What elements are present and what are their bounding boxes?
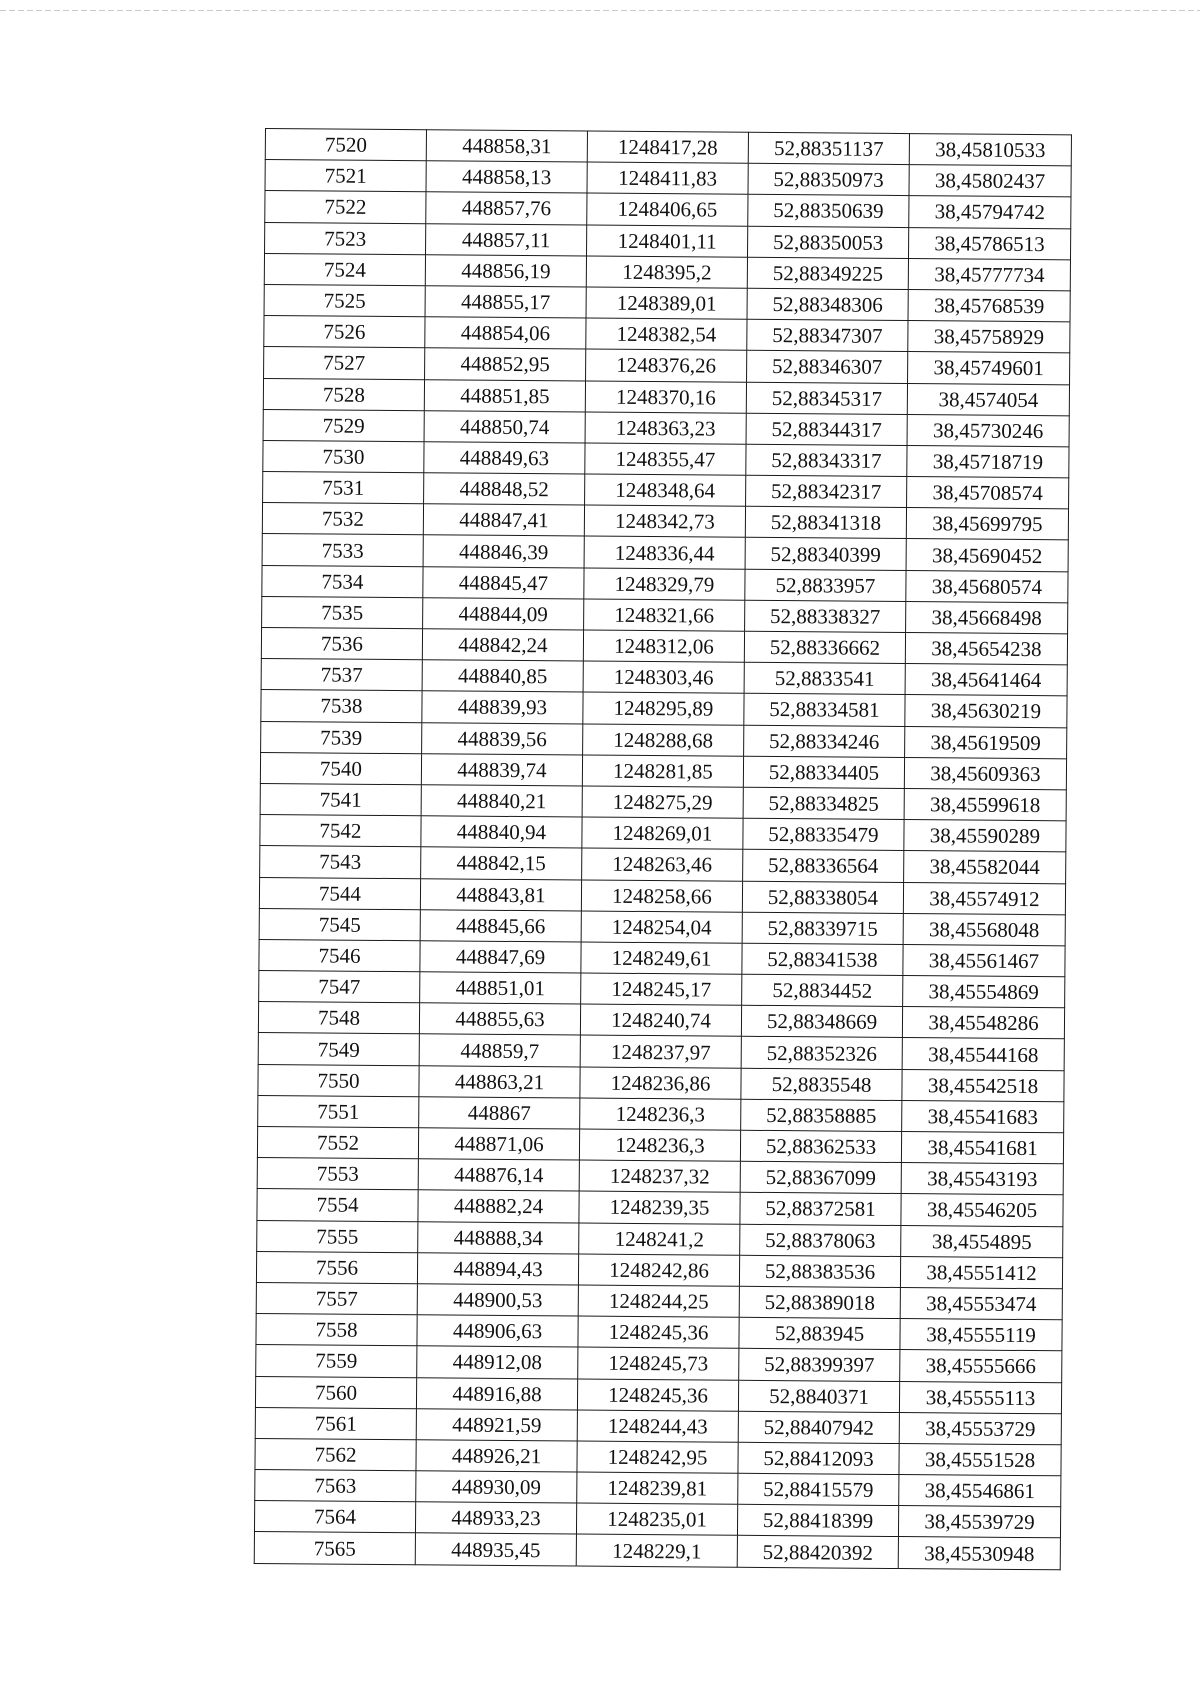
x-coordinate-cell: 448882,24	[418, 1190, 579, 1222]
x-coordinate-cell: 448852,95	[425, 348, 586, 380]
longitude-cell: 38,45574912	[903, 882, 1065, 914]
point-number-cell: 7529	[263, 409, 424, 441]
latitude-cell: 52,88334246	[744, 725, 905, 757]
longitude-cell: 38,45548286	[902, 1007, 1064, 1039]
longitude-cell: 38,45543193	[901, 1163, 1063, 1195]
longitude-cell: 38,45619509	[905, 726, 1067, 758]
x-coordinate-cell: 448856,19	[425, 255, 586, 287]
latitude-cell: 52,8840371	[738, 1380, 899, 1412]
point-number-cell: 7561	[255, 1407, 416, 1439]
point-number-cell: 7524	[264, 253, 425, 285]
longitude-cell: 38,45582044	[904, 851, 1066, 883]
point-number-cell: 7549	[258, 1033, 419, 1065]
y-coordinate-cell: 1248236,3	[579, 1129, 740, 1161]
y-coordinate-cell: 1248389,01	[586, 287, 747, 319]
latitude-cell: 52,88350053	[748, 226, 909, 258]
y-coordinate-cell: 1248363,23	[585, 412, 746, 444]
x-coordinate-cell: 448912,08	[417, 1346, 578, 1378]
y-coordinate-cell: 1248376,26	[586, 349, 747, 381]
x-coordinate-cell: 448849,63	[424, 442, 585, 474]
y-coordinate-cell: 1248239,35	[579, 1191, 740, 1223]
latitude-cell: 52,88362533	[740, 1130, 901, 1162]
y-coordinate-cell: 1248321,66	[584, 599, 745, 631]
latitude-cell: 52,88346307	[747, 351, 908, 383]
scan-top-border	[0, 10, 1200, 11]
longitude-cell: 38,45546861	[899, 1475, 1061, 1507]
latitude-cell: 52,88339715	[742, 912, 903, 944]
point-number-cell: 7543	[260, 846, 421, 878]
point-number-cell: 7531	[263, 472, 424, 504]
coordinates-table-body	[254, 129, 1071, 1570]
y-coordinate-cell: 1248245,17	[581, 973, 742, 1005]
x-coordinate-cell: 448858,31	[426, 130, 587, 162]
y-coordinate-cell: 1248281,85	[582, 755, 743, 787]
point-number-cell: 7559	[256, 1345, 417, 1377]
y-coordinate-cell: 1248348,64	[585, 474, 746, 506]
longitude-cell: 38,45542518	[902, 1069, 1064, 1101]
latitude-cell: 52,88407942	[738, 1411, 899, 1443]
point-number-cell: 7556	[256, 1251, 417, 1283]
longitude-cell: 38,45609363	[904, 757, 1066, 789]
point-number-cell: 7539	[261, 721, 422, 753]
x-coordinate-cell: 448847,41	[423, 504, 584, 536]
y-coordinate-cell: 1248237,32	[579, 1160, 740, 1192]
longitude-cell: 38,45699795	[906, 508, 1068, 540]
point-number-cell: 7555	[257, 1220, 418, 1252]
y-coordinate-cell: 1248336,44	[584, 536, 745, 568]
longitude-cell: 38,45708574	[907, 477, 1069, 509]
latitude-cell: 52,88383536	[739, 1255, 900, 1287]
point-number-cell: 7528	[263, 378, 424, 410]
x-coordinate-cell: 448857,76	[426, 192, 587, 224]
x-coordinate-cell: 448839,93	[422, 691, 583, 723]
x-coordinate-cell: 448859,7	[419, 1034, 580, 1066]
longitude-cell: 38,45568048	[903, 913, 1065, 945]
x-coordinate-cell: 448854,06	[425, 317, 586, 349]
point-number-cell: 7540	[260, 752, 421, 784]
latitude-cell: 52,88345317	[746, 382, 907, 414]
longitude-cell: 38,4574054	[907, 383, 1069, 415]
longitude-cell: 38,45630219	[905, 695, 1067, 727]
latitude-cell: 52,8833541	[744, 662, 905, 694]
point-number-cell: 7538	[261, 690, 422, 722]
x-coordinate-cell: 448839,56	[422, 722, 583, 754]
point-number-cell: 7547	[259, 971, 420, 1003]
point-number-cell: 7527	[264, 347, 425, 379]
point-number-cell: 7560	[255, 1376, 416, 1408]
y-coordinate-cell: 1248355,47	[585, 443, 746, 475]
y-coordinate-cell: 1248229,1	[576, 1534, 737, 1566]
latitude-cell: 52,88348669	[741, 1006, 902, 1038]
point-number-cell: 7526	[264, 316, 425, 348]
point-number-cell: 7537	[261, 659, 422, 691]
y-coordinate-cell: 1248401,11	[587, 225, 748, 257]
longitude-cell: 38,45541683	[902, 1100, 1064, 1132]
latitude-cell: 52,88412093	[738, 1442, 899, 1474]
y-coordinate-cell: 1248417,28	[587, 131, 748, 163]
latitude-cell: 52,88350639	[748, 195, 909, 227]
y-coordinate-cell: 1248245,73	[578, 1347, 739, 1379]
y-coordinate-cell: 1248245,36	[577, 1378, 738, 1410]
point-number-cell: 7546	[259, 939, 420, 971]
longitude-cell: 38,45551412	[900, 1256, 1062, 1288]
x-coordinate-cell: 448876,14	[418, 1159, 579, 1191]
y-coordinate-cell: 1248236,3	[580, 1098, 741, 1130]
y-coordinate-cell: 1248237,97	[580, 1035, 741, 1067]
point-number-cell: 7535	[262, 596, 423, 628]
longitude-cell: 38,45554869	[903, 976, 1065, 1008]
longitude-cell: 38,45777734	[908, 258, 1070, 290]
y-coordinate-cell: 1248411,83	[587, 162, 748, 194]
longitude-cell: 38,45539729	[898, 1506, 1060, 1538]
x-coordinate-cell: 448840,94	[421, 816, 582, 848]
y-coordinate-cell: 1248240,74	[580, 1004, 741, 1036]
latitude-cell: 52,88336662	[744, 631, 905, 663]
y-coordinate-cell: 1248258,66	[581, 880, 742, 912]
latitude-cell: 52,88378063	[740, 1224, 901, 1256]
x-coordinate-cell: 448855,17	[425, 286, 586, 318]
latitude-cell: 52,88334405	[743, 756, 904, 788]
y-coordinate-cell: 1248269,01	[582, 817, 743, 849]
longitude-cell: 38,45546205	[901, 1194, 1063, 1226]
x-coordinate-cell: 448863,21	[419, 1065, 580, 1097]
longitude-cell: 38,45794742	[909, 196, 1071, 228]
longitude-cell: 38,45590289	[904, 820, 1066, 852]
x-coordinate-cell: 448846,39	[423, 535, 584, 567]
y-coordinate-cell: 1248245,36	[578, 1316, 739, 1348]
longitude-cell: 38,45541681	[901, 1132, 1063, 1164]
latitude-cell: 52,88338327	[745, 600, 906, 632]
x-coordinate-cell: 448921,59	[416, 1408, 577, 1440]
latitude-cell: 52,88399397	[739, 1349, 900, 1381]
y-coordinate-cell: 1248342,73	[584, 505, 745, 537]
x-coordinate-cell: 448935,45	[415, 1533, 576, 1565]
x-coordinate-cell: 448888,34	[418, 1221, 579, 1253]
x-coordinate-cell: 448867	[419, 1097, 580, 1129]
point-number-cell: 7557	[256, 1282, 417, 1314]
longitude-cell: 38,45555666	[900, 1350, 1062, 1382]
latitude-cell: 52,88336564	[743, 850, 904, 882]
point-number-cell: 7536	[261, 627, 422, 659]
x-coordinate-cell: 448906,63	[417, 1315, 578, 1347]
longitude-cell: 38,45599618	[904, 788, 1066, 820]
coordinates-table	[254, 128, 1072, 1570]
latitude-cell: 52,88351137	[748, 132, 909, 164]
longitude-cell: 38,45553474	[900, 1287, 1062, 1319]
latitude-cell: 52,88372581	[740, 1193, 901, 1225]
longitude-cell: 38,45749601	[908, 352, 1070, 384]
point-number-cell: 7558	[256, 1314, 417, 1346]
y-coordinate-cell: 1248370,16	[585, 381, 746, 413]
x-coordinate-cell: 448851,85	[424, 379, 585, 411]
x-coordinate-cell: 448840,85	[422, 660, 583, 692]
point-number-cell: 7520	[265, 129, 426, 161]
point-number-cell: 7525	[264, 284, 425, 316]
point-number-cell: 7563	[255, 1470, 416, 1502]
latitude-cell: 52,8833957	[745, 569, 906, 601]
longitude-cell: 38,45551528	[899, 1443, 1061, 1475]
x-coordinate-cell: 448844,09	[423, 598, 584, 630]
longitude-cell: 38,45641464	[905, 664, 1067, 696]
longitude-cell: 38,45561467	[903, 944, 1065, 976]
x-coordinate-cell: 448842,15	[421, 847, 582, 879]
y-coordinate-cell: 1248329,79	[584, 568, 745, 600]
point-number-cell: 7523	[265, 222, 426, 254]
y-coordinate-cell: 1248236,86	[580, 1067, 741, 1099]
y-coordinate-cell: 1248244,25	[578, 1285, 739, 1317]
point-number-cell: 7565	[254, 1532, 415, 1564]
x-coordinate-cell: 448845,47	[423, 566, 584, 598]
point-number-cell: 7541	[260, 783, 421, 815]
point-number-cell: 7544	[259, 877, 420, 909]
y-coordinate-cell: 1248241,2	[579, 1223, 740, 1255]
coordinates-table-container	[254, 128, 1071, 1570]
latitude-cell: 52,88338054	[742, 881, 903, 913]
y-coordinate-cell: 1248395,2	[586, 256, 747, 288]
x-coordinate-cell: 448926,21	[416, 1440, 577, 1472]
longitude-cell: 38,45654238	[905, 633, 1067, 665]
latitude-cell: 52,88349225	[747, 257, 908, 289]
point-number-cell: 7533	[262, 534, 423, 566]
point-number-cell: 7551	[258, 1095, 419, 1127]
latitude-cell: 52,88350973	[748, 163, 909, 195]
y-coordinate-cell: 1248288,68	[583, 724, 744, 756]
x-coordinate-cell: 448894,43	[417, 1252, 578, 1284]
y-coordinate-cell: 1248242,86	[578, 1254, 739, 1286]
latitude-cell: 52,88420392	[737, 1536, 898, 1568]
longitude-cell: 38,45758929	[908, 321, 1070, 353]
y-coordinate-cell: 1248254,04	[581, 911, 742, 943]
longitude-cell: 38,45810533	[909, 134, 1071, 166]
y-coordinate-cell: 1248263,46	[582, 848, 743, 880]
point-number-cell: 7521	[265, 160, 426, 192]
point-number-cell: 7522	[265, 191, 426, 223]
latitude-cell: 52,883945	[739, 1317, 900, 1349]
point-number-cell: 7562	[255, 1438, 416, 1470]
longitude-cell: 38,45730246	[907, 414, 1069, 446]
x-coordinate-cell: 448930,09	[416, 1471, 577, 1503]
x-coordinate-cell: 448847,69	[420, 941, 581, 973]
x-coordinate-cell: 448851,01	[420, 972, 581, 1004]
point-number-cell: 7554	[257, 1189, 418, 1221]
x-coordinate-cell: 448857,11	[426, 223, 587, 255]
latitude-cell: 52,88334825	[743, 787, 904, 819]
point-number-cell: 7545	[259, 908, 420, 940]
x-coordinate-cell: 448842,24	[422, 629, 583, 661]
latitude-cell: 52,88367099	[740, 1161, 901, 1193]
x-coordinate-cell: 448933,23	[415, 1502, 576, 1534]
latitude-cell: 52,88358885	[741, 1099, 902, 1131]
y-coordinate-cell: 1248382,54	[586, 318, 747, 350]
latitude-cell: 52,88348306	[747, 288, 908, 320]
x-coordinate-cell: 448916,88	[416, 1377, 577, 1409]
point-number-cell: 7553	[257, 1158, 418, 1190]
latitude-cell: 52,88341538	[742, 943, 903, 975]
longitude-cell: 38,45690452	[906, 539, 1068, 571]
longitude-cell: 38,45768539	[908, 289, 1070, 321]
point-number-cell: 7548	[258, 1002, 419, 1034]
point-number-cell: 7532	[262, 503, 423, 535]
table-row	[254, 1532, 1060, 1570]
latitude-cell: 52,88335479	[743, 818, 904, 850]
y-coordinate-cell: 1248235,01	[576, 1503, 737, 1535]
latitude-cell: 52,88418399	[737, 1505, 898, 1537]
latitude-cell: 52,88347307	[747, 319, 908, 351]
longitude-cell: 38,45544168	[902, 1038, 1064, 1070]
longitude-cell: 38,45786513	[908, 227, 1070, 259]
latitude-cell: 52,88342317	[746, 475, 907, 507]
latitude-cell: 52,88389018	[739, 1286, 900, 1318]
x-coordinate-cell: 448839,74	[421, 753, 582, 785]
y-coordinate-cell: 1248249,61	[581, 942, 742, 974]
longitude-cell: 38,45668498	[906, 601, 1068, 633]
x-coordinate-cell: 448843,81	[420, 878, 581, 910]
x-coordinate-cell: 448855,63	[419, 1003, 580, 1035]
point-number-cell: 7542	[260, 815, 421, 847]
point-number-cell: 7564	[254, 1501, 415, 1533]
y-coordinate-cell: 1248303,46	[583, 661, 744, 693]
point-number-cell: 7550	[258, 1064, 419, 1096]
latitude-cell: 52,88344317	[746, 413, 907, 445]
x-coordinate-cell: 448871,06	[418, 1128, 579, 1160]
y-coordinate-cell: 1248242,95	[577, 1441, 738, 1473]
longitude-cell: 38,45802437	[909, 165, 1071, 197]
longitude-cell: 38,45680574	[906, 570, 1068, 602]
latitude-cell: 52,88340399	[745, 538, 906, 570]
longitude-cell: 38,45553729	[899, 1412, 1061, 1444]
point-number-cell: 7534	[262, 565, 423, 597]
x-coordinate-cell: 448858,13	[426, 161, 587, 193]
y-coordinate-cell: 1248295,89	[583, 692, 744, 724]
latitude-cell: 52,88334581	[744, 694, 905, 726]
y-coordinate-cell: 1248244,43	[577, 1410, 738, 1442]
point-number-cell: 7530	[263, 440, 424, 472]
longitude-cell: 38,4554895	[901, 1225, 1063, 1257]
latitude-cell: 52,88415579	[738, 1473, 899, 1505]
longitude-cell: 38,45718719	[907, 445, 1069, 477]
latitude-cell: 52,88352326	[741, 1037, 902, 1069]
longitude-cell: 38,45555113	[899, 1381, 1061, 1413]
y-coordinate-cell: 1248406,65	[587, 193, 748, 225]
y-coordinate-cell: 1248275,29	[582, 786, 743, 818]
longitude-cell: 38,45530948	[898, 1537, 1060, 1569]
latitude-cell: 52,8834452	[742, 974, 903, 1006]
x-coordinate-cell: 448850,74	[424, 410, 585, 442]
y-coordinate-cell: 1248239,81	[577, 1472, 738, 1504]
longitude-cell: 38,45555119	[900, 1319, 1062, 1351]
latitude-cell: 52,88341318	[745, 507, 906, 539]
latitude-cell: 52,88343317	[746, 444, 907, 476]
x-coordinate-cell: 448845,66	[420, 909, 581, 941]
x-coordinate-cell: 448848,52	[424, 473, 585, 505]
y-coordinate-cell: 1248312,06	[583, 630, 744, 662]
point-number-cell: 7552	[257, 1126, 418, 1158]
x-coordinate-cell: 448840,21	[421, 785, 582, 817]
x-coordinate-cell: 448900,53	[417, 1284, 578, 1316]
latitude-cell: 52,8835548	[741, 1068, 902, 1100]
